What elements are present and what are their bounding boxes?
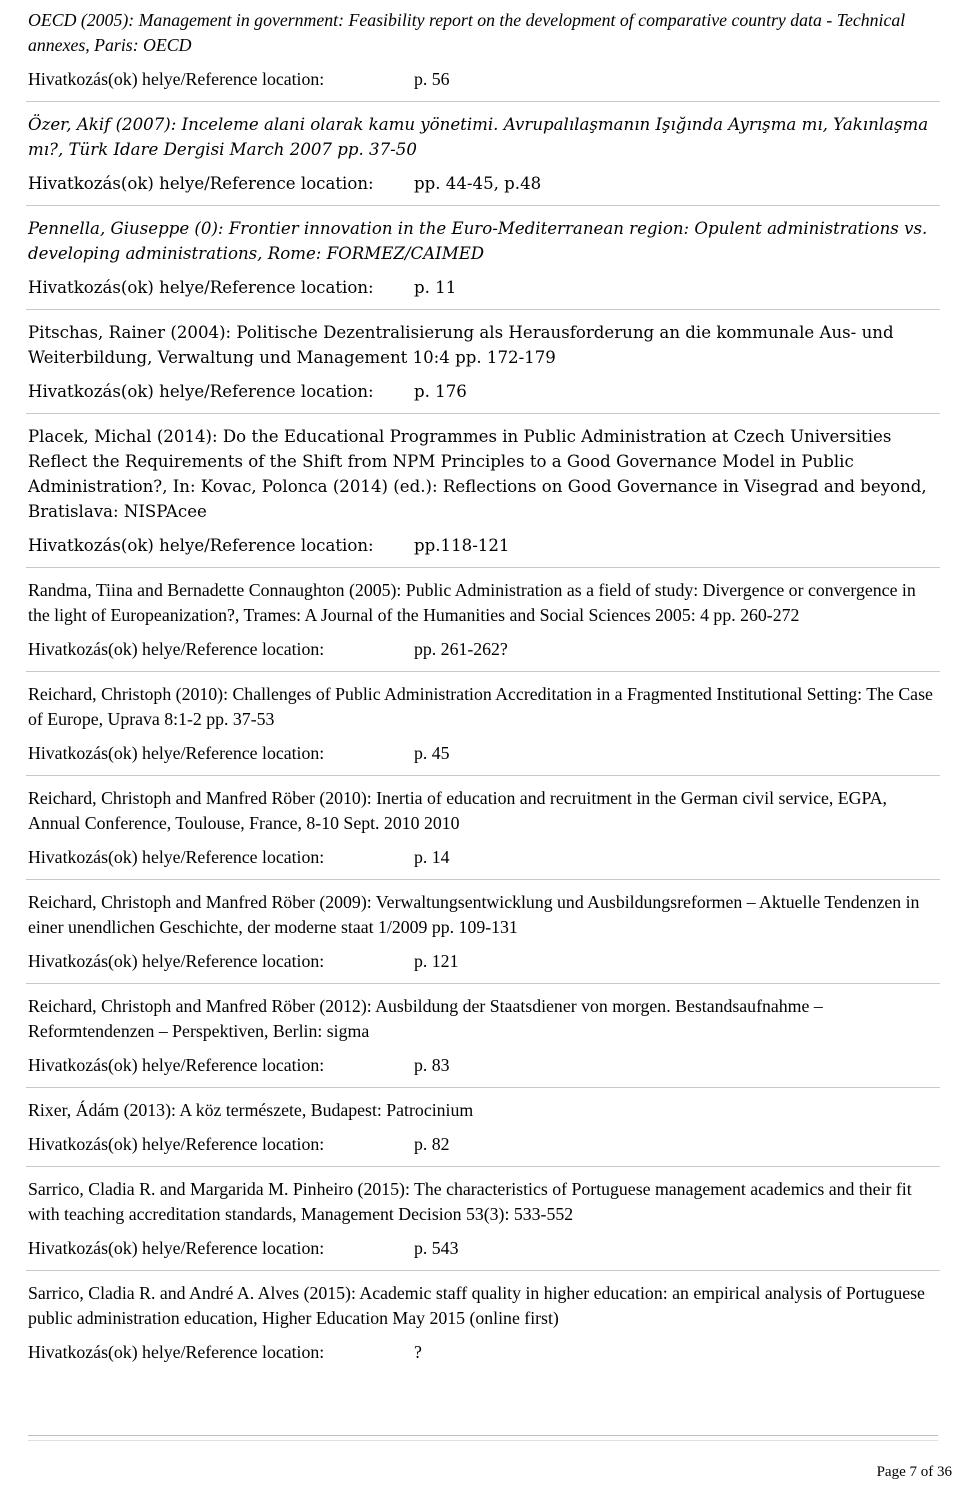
reference-entry xyxy=(28,578,940,672)
reference-entry xyxy=(28,424,940,568)
reference-entry xyxy=(28,8,940,102)
citation-text: Placek, Michal (2014): Do the Educational Programmes in Public Administration at Czech Universities Reflect the Requirements of the Shift from NPM Principles to a Good Governance Model in Public Administration?, In: Kovac, Polonca (2014) (ed.): Reflections on Good Governance in Visegrad and beyond, Bratislava: NISPAcee xyxy=(28,427,927,521)
reference-entry xyxy=(28,994,940,1088)
reference-location-label: Hivatkozás(ok) helye/Reference location: xyxy=(28,69,325,89)
citation-text: Randma, Tiina and Bernadette Connaughton (2005): Public Administration as a field of study: Divergence or convergence in the light of Europeanization?, Trames: A Journal of the Humanities and Social Sciences 2005: 4 pp. 260-272 xyxy=(28,580,916,625)
reference-location-value: p. 543 xyxy=(414,1238,459,1258)
reference-location-line xyxy=(28,171,940,196)
reference-location-value: pp. 261-262? xyxy=(414,639,508,659)
reference-location-line xyxy=(28,949,940,974)
reference-location-value: pp.118-121 xyxy=(414,536,510,555)
reference-location-label: Hivatkozás(ok) helye/Reference location: xyxy=(28,536,374,555)
footer-divider-secondary xyxy=(28,1440,938,1441)
reference-entry xyxy=(28,320,940,414)
citation-text: OECD (2005): Management in government: Feasibility report on the development of comparative country data - Technical annexes, Paris: OECD xyxy=(28,10,906,55)
reference-entry xyxy=(28,1177,940,1271)
reference-location-line xyxy=(28,1132,940,1157)
citation-text: Pitschas, Rainer (2004): Politische Dezentralisierung als Herausforderung an die kommunale Aus- und Weiterbildung, Verwaltung und Management 10:4 pp. 172-179 xyxy=(28,323,894,367)
reference-location-line xyxy=(28,1053,940,1078)
reference-location-label: Hivatkozás(ok) helye/Reference location: xyxy=(28,1342,325,1362)
reference-location-line xyxy=(28,845,940,870)
reference-list xyxy=(28,8,940,1375)
reference-location-value: p. 45 xyxy=(414,743,450,763)
reference-location-label: Hivatkozás(ok) helye/Reference location: xyxy=(28,1238,325,1258)
reference-location-label: Hivatkozás(ok) helye/Reference location: xyxy=(28,1134,325,1154)
reference-location-label: Hivatkozás(ok) helye/Reference location: xyxy=(28,951,325,971)
reference-location-label: Hivatkozás(ok) helye/Reference location: xyxy=(28,1055,325,1075)
citation-text: Reichard, Christoph and Manfred Röber (2012): Ausbildung der Staatsdiener von morgen. Bestandsaufnahme – Reformtendenzen – Perspektiven, Berlin: sigma xyxy=(28,996,823,1041)
citation-text: Reichard, Christoph (2010): Challenges of Public Administration Accreditation in a Fragmented Institutional Setting: The Case of Europe, Uprava 8:1-2 pp. 37-53 xyxy=(28,684,933,729)
reference-location-line xyxy=(28,67,940,92)
reference-location-line xyxy=(28,741,940,766)
reference-location-line xyxy=(28,1340,940,1365)
reference-location-line xyxy=(28,379,940,404)
reference-location-label: Hivatkozás(ok) helye/Reference location: xyxy=(28,174,374,193)
reference-entry xyxy=(28,890,940,984)
reference-entry xyxy=(28,786,940,880)
citation-text: Sarrico, Cladia R. and André A. Alves (2015): Academic staff quality in higher education: an empirical analysis of Portuguese public administration education, Higher Education May 2015 (online first) xyxy=(28,1283,925,1328)
reference-location-line xyxy=(28,275,940,300)
reference-location-line xyxy=(28,533,940,558)
reference-location-value: pp. 44-45, p.48 xyxy=(414,174,542,193)
reference-location-label: Hivatkozás(ok) helye/Reference location: xyxy=(28,847,325,867)
reference-location-value: p. 176 xyxy=(414,382,467,401)
reference-location-value: p. 56 xyxy=(414,69,450,89)
citation-text: Reichard, Christoph and Manfred Röber (2010): Inertia of education and recruitment in the German civil service, EGPA, Annual Conference, Toulouse, France, 8-10 Sept. 2010 2010 xyxy=(28,788,888,833)
citation-text: Reichard, Christoph and Manfred Röber (2009): Verwaltungsentwicklung und Ausbildungsreformen – Aktuelle Tendenzen in einer unendlichen Geschichte, der moderne staat 1/2009 pp. 109-131 xyxy=(28,892,920,937)
reference-location-value: p. 11 xyxy=(414,278,457,297)
reference-location-label: Hivatkozás(ok) helye/Reference location: xyxy=(28,278,374,297)
reference-location-label: Hivatkozás(ok) helye/Reference location: xyxy=(28,639,325,659)
reference-location-value: p. 82 xyxy=(414,1134,450,1154)
reference-entry xyxy=(28,1281,940,1365)
reference-location-line xyxy=(28,1236,940,1261)
citation-text: Özer, Akif (2007): Inceleme alani olarak kamu yönetimi. Avrupalılaşmanın Işığında Ayrışma mı, Yakınlaşma mı?, Türk Idare Dergisi March 2007 pp. 37-50 xyxy=(28,115,929,159)
reference-location-line xyxy=(28,637,940,662)
reference-entry xyxy=(28,682,940,776)
reference-entry xyxy=(28,216,940,310)
reference-location-value: p. 121 xyxy=(414,951,459,971)
citation-text: Rixer, Ádám (2013): A köz természete, Budapest: Patrocinium xyxy=(28,1100,474,1120)
citation-text: Sarrico, Cladia R. and Margarida M. Pinheiro (2015): The characteristics of Portuguese management academics and their fit with teaching accreditation standards, Management Decision 53(3): 533-552 xyxy=(28,1179,912,1224)
reference-location-label: Hivatkozás(ok) helye/Reference location: xyxy=(28,382,374,401)
reference-location-label: Hivatkozás(ok) helye/Reference location: xyxy=(28,743,325,763)
reference-entry xyxy=(28,112,940,206)
footer-divider xyxy=(28,1435,938,1436)
reference-entry xyxy=(28,1098,940,1167)
citation-text: Pennella, Giuseppe (0): Frontier innovation in the Euro-Mediterranean region: Opulent administrations vs. developing administrations, Rome: FORMEZ/CAIMED xyxy=(28,219,928,263)
reference-location-value: p. 83 xyxy=(414,1055,450,1075)
reference-location-value: ? xyxy=(414,1342,422,1362)
page-number: Page 7 of 36 xyxy=(876,1464,952,1480)
reference-location-value: p. 14 xyxy=(414,847,450,867)
